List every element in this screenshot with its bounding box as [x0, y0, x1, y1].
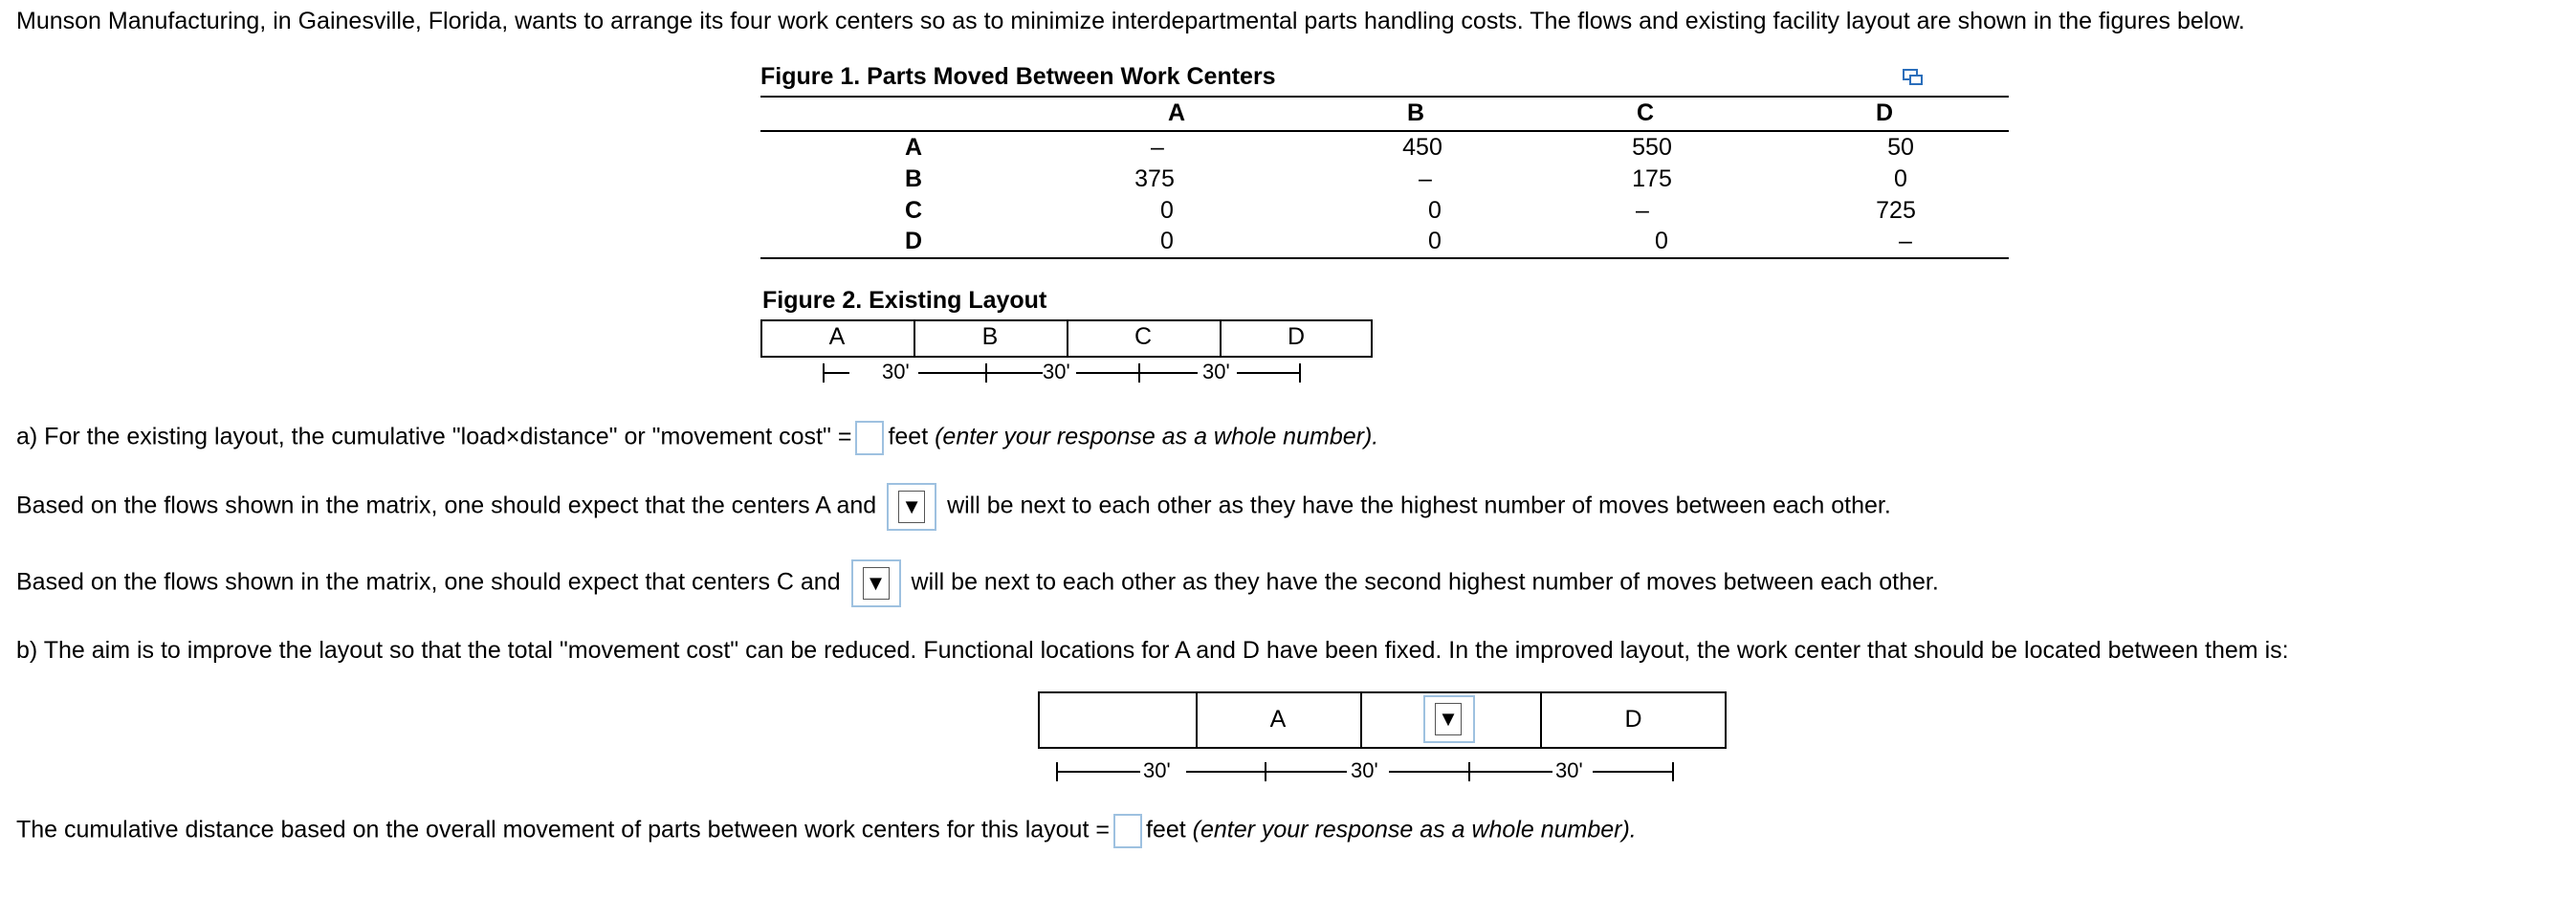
center-a-partner-dropdown[interactable]	[887, 483, 936, 531]
row-header-c: C	[904, 197, 923, 224]
layout-divider	[1360, 691, 1362, 749]
movement-cost-input[interactable]	[855, 421, 884, 455]
part-b-question: b) The aim is to improve the layout so that the total "movement cost" can be reduced. Functional locations for A and D have been fixed. In the improved layout, the work center that should be located between them is:	[16, 637, 2289, 664]
table-bottom-rule	[760, 257, 2009, 259]
dimension-line	[1237, 372, 1299, 374]
dimension-line	[825, 372, 849, 374]
intro-text: Munson Manufacturing, in Gainesville, Florida, wants to arrange its four work centers so as to minimize interdepartmental parts handling costs. The flows and existing facility layout are shown in the figures below.	[16, 8, 2245, 34]
dimension-label: 30'	[1143, 758, 1171, 782]
layout-center-a: A	[828, 323, 846, 350]
row-header-d: D	[904, 228, 923, 254]
table-cell: 0	[1428, 197, 1442, 224]
q-cd-prefix: Based on the flows shown in the matrix, one should expect that centers C and	[16, 568, 841, 596]
expand-icon[interactable]	[1903, 69, 1924, 86]
cumulative-question	[16, 814, 1637, 848]
col-header-a: A	[1167, 99, 1186, 126]
table-top-rule	[760, 96, 2009, 98]
q-cd-question	[16, 559, 1939, 607]
cumulative-hint: (enter your response as a whole number).	[1192, 816, 1637, 843]
dimension-label: 30'	[1202, 360, 1230, 383]
table-cell: 725	[1876, 197, 1916, 224]
dimension-label: 30'	[1043, 360, 1070, 383]
dimension-line	[1266, 771, 1347, 773]
dimension-line	[1140, 372, 1198, 374]
table-cell: –	[1899, 228, 1912, 254]
table-cell: 0	[1428, 228, 1442, 254]
col-header-d: D	[1875, 99, 1894, 126]
improved-center-a: A	[1269, 706, 1287, 733]
table-cell: 450	[1402, 134, 1442, 161]
layout-center-d: D	[1287, 323, 1306, 350]
dimension-label: 30'	[1351, 758, 1378, 782]
q-ab-prefix: Based on the flows shown in the matrix, one should expect that the centers A and	[16, 492, 877, 519]
part-a-hint: (enter your response as a whole number).	[935, 423, 1379, 450]
between-center-dropdown[interactable]	[1423, 695, 1475, 743]
layout-center-c: C	[1134, 323, 1153, 350]
dimension-line	[1076, 372, 1138, 374]
col-header-b: B	[1406, 99, 1425, 126]
dropdown-arrow-icon: ▼	[1435, 703, 1462, 735]
q-ab-suffix: will be next to each other as they have the highest number of moves between each other.	[947, 492, 1891, 519]
dimension-label: 30'	[882, 360, 910, 383]
improved-center-d: D	[1624, 706, 1642, 733]
dimension-line	[987, 372, 1043, 374]
cumulative-distance-input[interactable]	[1113, 814, 1142, 848]
row-header-b: B	[904, 165, 923, 192]
table-cell: 50	[1887, 134, 1914, 161]
part-a-prefix: a) For the existing layout, the cumulative "load×distance" or "movement cost" =	[16, 423, 852, 450]
table-header-rule	[760, 130, 2009, 132]
layout-center-b: B	[981, 323, 999, 350]
dimension-line	[1058, 771, 1140, 773]
dimension-line	[1593, 771, 1672, 773]
table-cell: 0	[1160, 197, 1174, 224]
dimension-tick	[1299, 363, 1301, 383]
dimension-label: 30'	[1555, 758, 1583, 782]
dimension-line	[918, 372, 985, 374]
table-cell: 0	[1894, 165, 1907, 192]
row-header-a: A	[904, 134, 923, 161]
q-cd-suffix: will be next to each other as they have the second highest number of moves between each other.	[911, 568, 1939, 596]
dimension-line	[1186, 771, 1265, 773]
q-ab-question	[16, 483, 1891, 531]
table-cell: 375	[1134, 165, 1175, 192]
part-a-question	[16, 421, 1378, 455]
center-c-partner-dropdown[interactable]	[851, 559, 901, 607]
table-cell: 0	[1655, 228, 1668, 254]
dimension-tick	[1672, 762, 1674, 781]
dropdown-arrow-icon: ▼	[898, 491, 925, 523]
cumulative-prefix: The cumulative distance based on the overall movement of parts between work centers for this layout =	[16, 816, 1110, 843]
table-cell: –	[1419, 165, 1432, 192]
dropdown-arrow-icon: ▼	[863, 567, 890, 600]
table-cell: 175	[1632, 165, 1672, 192]
figure1-title: Figure 1. Parts Moved Between Work Centers	[760, 63, 1276, 90]
dimension-line	[1389, 771, 1468, 773]
cumulative-suffix: feet	[1145, 816, 1186, 843]
figure2-title: Figure 2. Existing Layout	[762, 287, 1047, 314]
table-cell: 0	[1160, 228, 1174, 254]
part-a-suffix: feet	[888, 423, 929, 450]
col-header-c: C	[1636, 99, 1655, 126]
table-cell: –	[1636, 197, 1649, 224]
dimension-line	[1470, 771, 1552, 773]
table-cell: 550	[1632, 134, 1672, 161]
table-cell: –	[1151, 134, 1164, 161]
